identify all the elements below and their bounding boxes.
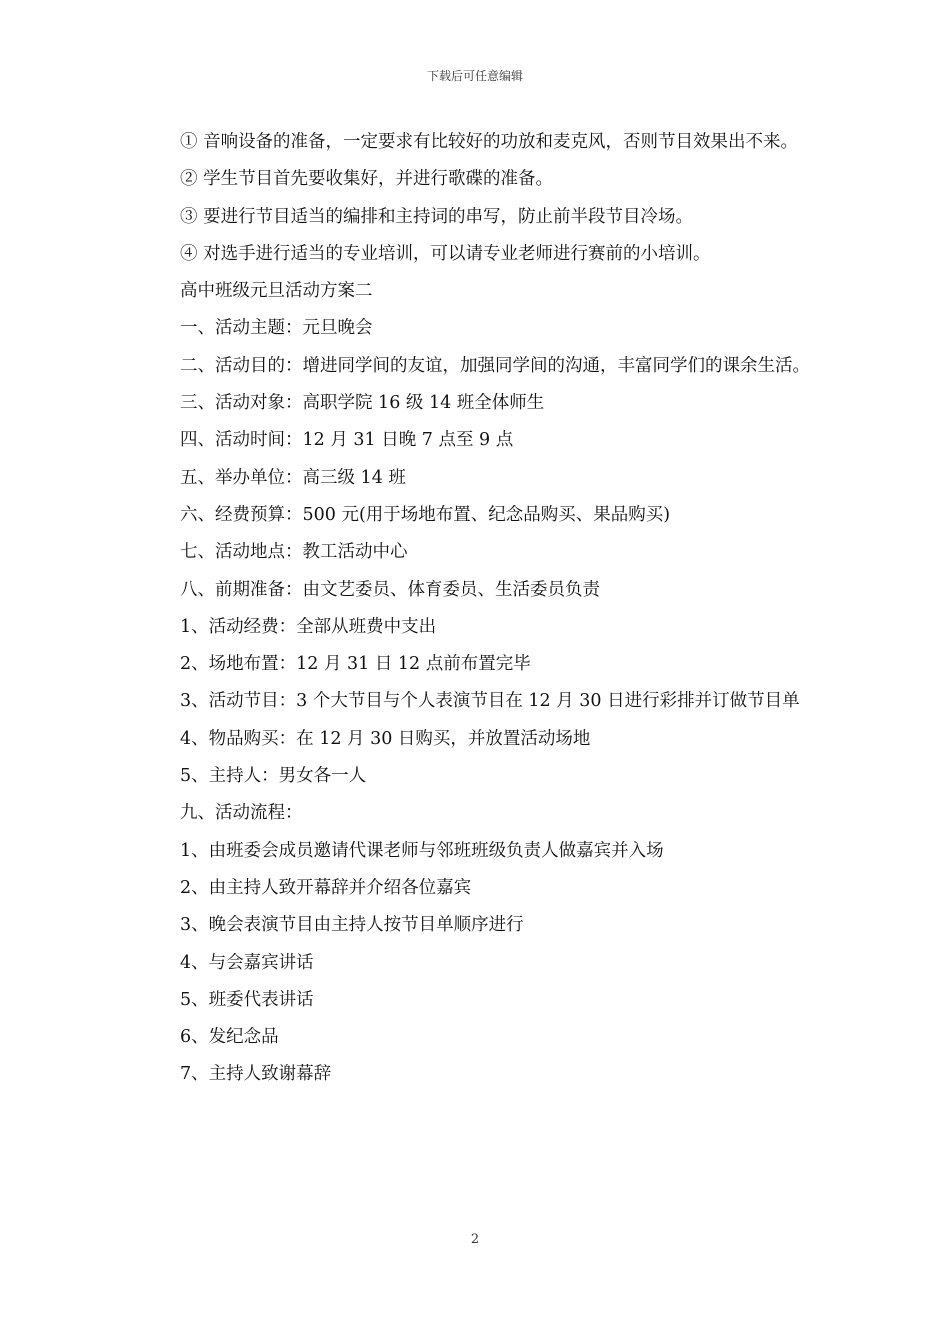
paragraph: ② 学生节目首先要收集好，并进行歌碟的准备。 (180, 169, 554, 190)
paragraph: 九、活动流程： (180, 803, 303, 824)
paragraph: 二、活动目的：增进同学间的友谊，加强同学间的沟通，丰富同学们的课余生活。 (180, 355, 810, 376)
paragraph: 3、活动节目：3 个大节目与个人表演节目在 12 月 30 日进行彩排并订做节目单 (180, 691, 800, 712)
paragraph: 四、活动时间：12 月 31 日晚 7 点至 9 点 (180, 430, 514, 451)
paragraph: 4、与会嘉宾讲话 (180, 952, 314, 973)
paragraph: 八、前期准备：由文艺委员、体育委员、生活委员负责 (180, 579, 600, 600)
paragraph: 4、物品购买：在 12 月 30 日购买，并放置活动场地 (180, 728, 591, 749)
paragraph: 1、活动经费：全部从班费中支出 (180, 616, 437, 637)
paragraph: ③ 要进行节目适当的编排和主持词的串写，防止前半段节目冷场。 (180, 206, 694, 227)
paragraph: 一、活动主题：元旦晚会 (180, 318, 373, 339)
paragraph: 1、由班委会成员邀请代课老师与邻班班级负责人做嘉宾并入场 (180, 840, 664, 861)
document-body (145, 124, 810, 1094)
paragraph: ① 音响设备的准备，一定要求有比较好的功放和麦克风，否则节目效果出不来。 (180, 132, 799, 152)
page-number: 2 (470, 1232, 480, 1247)
paragraph: 2、场地布置：12 月 31 日 12 点前布置完毕 (180, 654, 531, 675)
page-header: 下载后可任意编辑 (426, 69, 523, 83)
paragraph: 3、晚会表演节目由主持人按节目单顺序进行 (180, 915, 524, 936)
paragraph: 5、班委代表讲话 (180, 989, 314, 1010)
paragraph: 六、经费预算：500 元(用于场地布置、纪念品购买、果品购买) (180, 504, 671, 525)
paragraph: 5、主持人：男女各一人 (180, 766, 367, 787)
paragraph: 五、举办单位：高三级 14 班 (180, 467, 406, 488)
paragraph: 2、由主持人致开幕辞并介绍各位嘉宾 (180, 877, 472, 898)
paragraph: 三、活动对象：高职学院 16 级 14 班全体师生 (180, 393, 545, 414)
paragraph: 7、主持人致谢幕辞 (180, 1064, 332, 1085)
paragraph: ④ 对选手进行适当的专业培训，可以请专业老师进行赛前的小培训。 (180, 243, 711, 264)
paragraph: 6、发纪念品 (180, 1027, 279, 1048)
section-title: 高中班级元旦活动方案二 (180, 281, 373, 302)
paragraph: 七、活动地点：教工活动中心 (180, 542, 408, 563)
